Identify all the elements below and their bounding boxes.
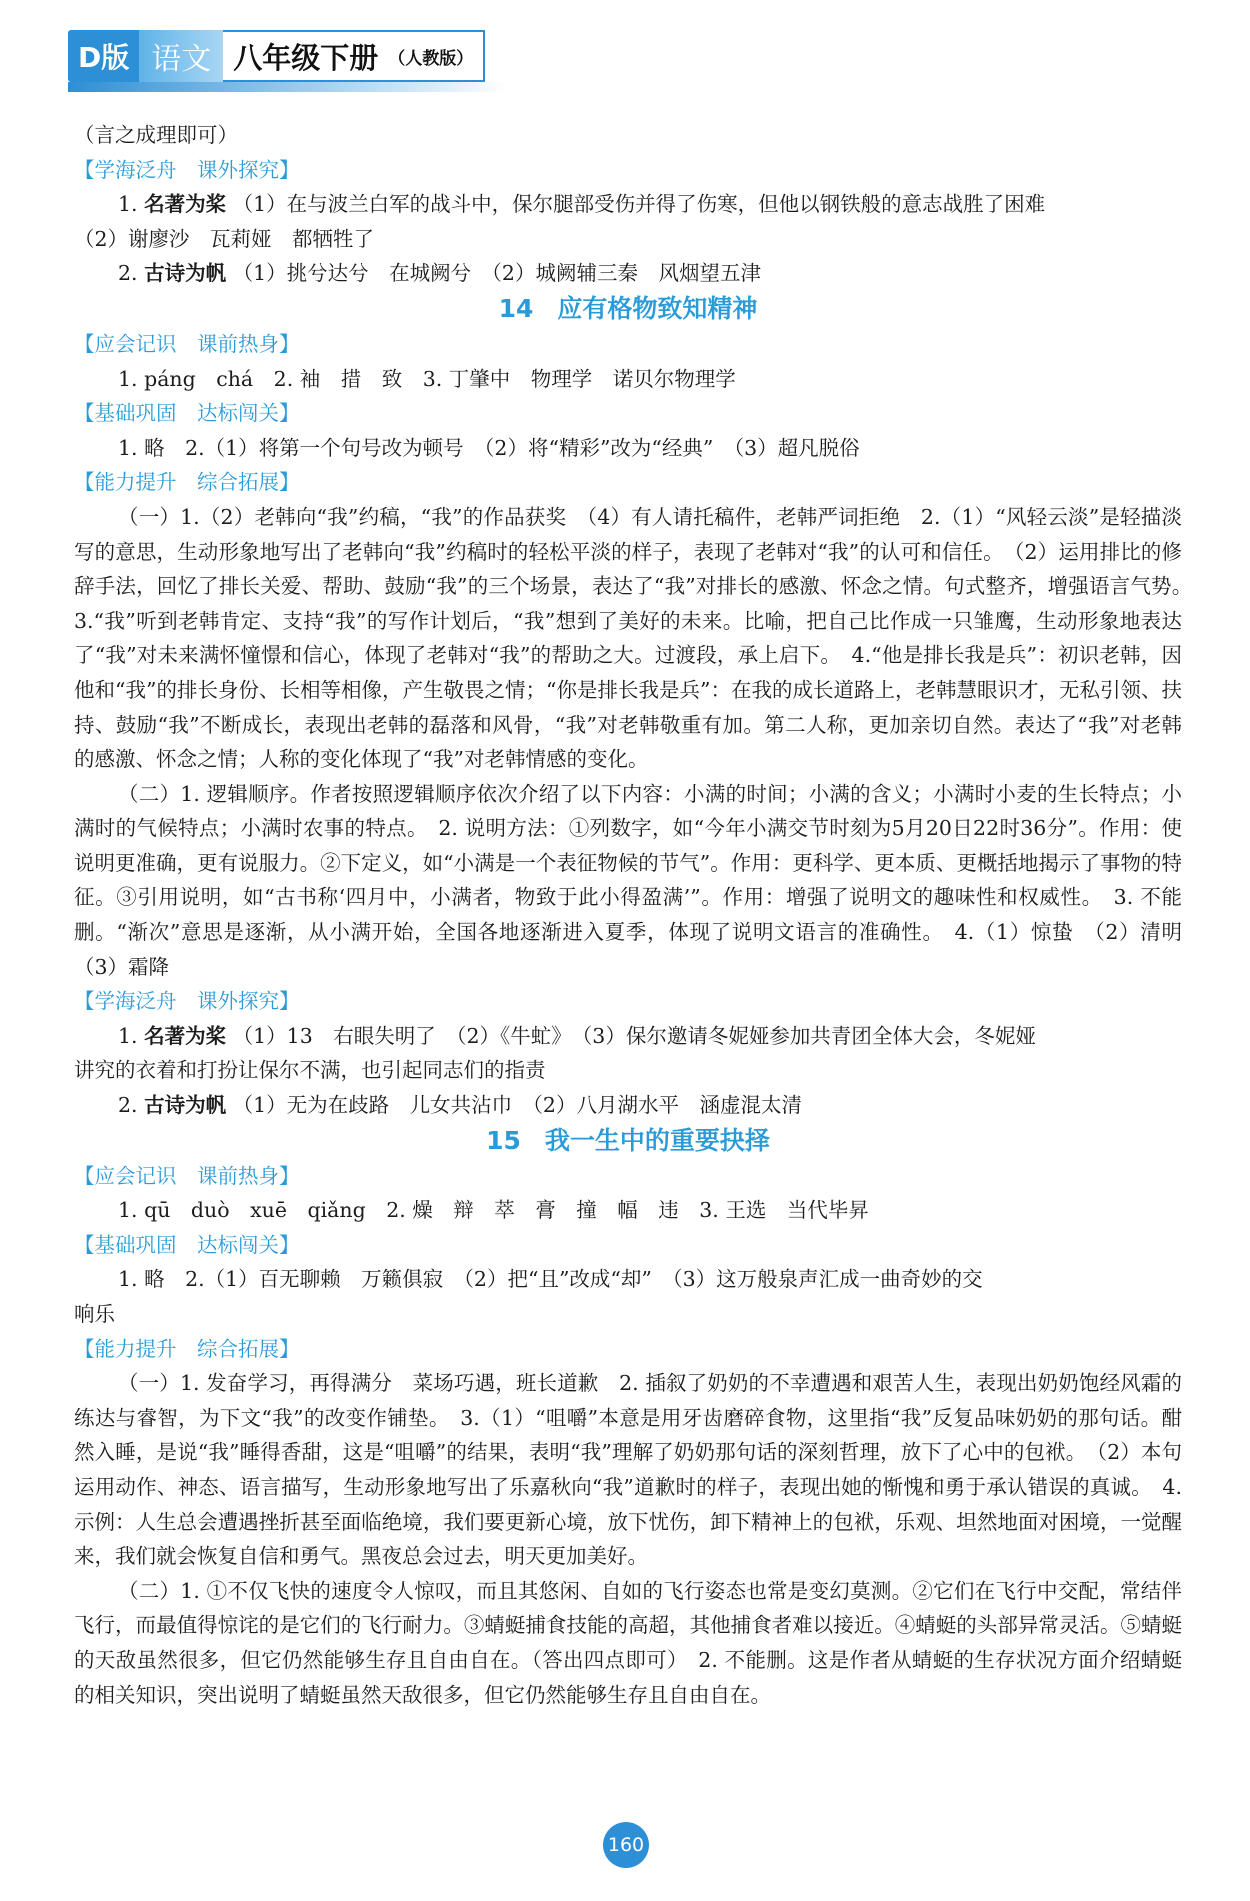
answer-line: 1. 略 2.（1）将第一个句号改为顿号 （2）将“精彩”改为“经典” （3）超凡脱俗 xyxy=(118,435,860,460)
section-heading: 【基础巩固 达标闯关】 xyxy=(74,1232,300,1257)
item-tag: 古诗为帆 xyxy=(144,261,227,286)
item-tag: 名著为桨 xyxy=(144,192,227,217)
page-number: 160 xyxy=(603,1822,649,1868)
item-tag: 古诗为帆 xyxy=(144,1093,227,1118)
item-num: 1. xyxy=(118,1023,138,1048)
lesson-name: 应有格物致知精神 xyxy=(557,293,758,323)
answer-line: 1. 略 2.（1）百无聊赖 万籁俱寂 （2）把“且”改成“却” （3）这万般泉声汇成一曲奇妙的交 xyxy=(118,1267,983,1292)
grade-text: 八年级下册 xyxy=(233,40,379,75)
header-underline xyxy=(68,82,508,92)
answer-paragraph: （二）1. 逻辑顺序。作者按照逻辑顺序依次介绍了以下内容：小满的时间；小满的含义；小满时小麦的生长特点；小满时的气候特点；小满时农事的特点。 2. 说明方法：①列数字，如“今年小满交节时刻为5月20日22时36分”。作用：使说明更准确，更有说服力。②下定义，如“小满是一个表征物候的节气”。作用：更科学、更本质、更概括地揭示了事物的特征。③引用说明，如“古书称‘四月中，小满者，物致于此小得盈满’”。作用：增强了说明文的趣味性和权威性。 3. 不能删。“渐次”意思是逐渐，从小满开始，全国各地逐渐进入夏季，体现了说明文语言的准确性。 4.（1）惊蛰 （2）清明 （3）霜降 xyxy=(74,781,1203,979)
section-heading: 【能力提升 综合拓展】 xyxy=(74,1336,300,1361)
item-line xyxy=(74,256,1182,291)
answer-paragraph: （一）1. 发奋学习，再得满分 菜场巧遇，班长道歉 2. 插叙了奶奶的不幸遭遇和艰苦人生，表现出奶奶饱经风霜的练达与睿智，为下文“我”的改变作铺垫。 3.（1）“咀嚼”本意是用牙齿磨碎食物，这里指“我”反复品味奶奶的那句话。酣然入睡，是说“我”睡得香甜，这是“咀嚼”的结果，表明“我”理解了奶奶那句话的深刻哲理，放下了心中的包袱。 （2）本句运用动作、神态、语言描写，生动形象地写出了乐嘉秋向“我”道歉时的样子，表现出她的惭愧和勇于承认错误的真诚。 4. 示例：人生总会遭遇挫折甚至面临绝境，我们要更新心境，放下忧伤，卸下精神上的包袱，乐观、坦然地面对困境，一觉醒来，我们就会恢复自信和勇气。黑夜总会过去，明天更加美好。 xyxy=(74,1371,1182,1569)
section-heading: 【应会记识 课前热身】 xyxy=(74,331,300,356)
item-num: 2. xyxy=(118,261,138,286)
edition-badge: D版 xyxy=(68,30,139,82)
section-heading: 【应会记识 课前热身】 xyxy=(74,1163,300,1188)
publisher-text: （人教版） xyxy=(388,48,474,69)
item-num: 2. xyxy=(118,1093,138,1118)
item-text: （1）在与波兰白军的战斗中，保尔腿部受伤并得了伤寒，但他以钢铁般的意志战胜了困难 xyxy=(232,192,1046,217)
item-continuation: 讲究的衣着和打扮让保尔不满，也引起同志们的指责 xyxy=(74,1058,546,1083)
answer-paragraph: （一）1.（2）老韩向“我”约稿，“我”的作品获奖 （4）有人请托稿件，老韩严词拒绝 2.（1）“风轻云淡”是轻描淡写的意思，生动形象地写出了老韩向“我”约稿时的轻松平淡的样子，表现了老韩对“我”的认可和信任。 （2）运用排比的修辞手法，回忆了排长关爱、帮助、鼓励“我”的三个场景，表达了“我”对排长的感激、怀念之情。句式整齐，增强语言气势。 3.“我”听到老韩肯定、支持“我”的写作计划后，“我”想到了美好的未来。比喻，把自己比作成一只雏鹰，生动形象地表达了“我”对未来满怀憧憬和信心，体现了老韩对“我”的帮助之大。过渡段，承上启下。 4.“他是排长我是兵”：初识老韩，因他和“我”的排长身份、长相等相像，产生敬畏之情；“你是排长我是兵”：在我的成长道路上，老韩慧眼识才，无私引领、扶持、鼓励“我”不断成长，表现出老韩的磊落和风骨，“我”对老韩敬重有加。第二人称，更加亲切自然。表达了“我”对老韩的感激、怀念之情；人称的变化体现了“我”对老韩情感的变化。 xyxy=(74,504,1203,772)
item-num: 1. xyxy=(118,192,138,217)
lesson-number: 15 xyxy=(486,1125,521,1155)
section-heading: 【能力提升 综合拓展】 xyxy=(74,470,300,495)
item-continuation: （2）谢廖沙 瓦莉娅 都牺牲了 xyxy=(74,226,375,251)
lesson-title xyxy=(74,291,1182,327)
item-line xyxy=(74,1088,1182,1123)
answer-line: 1. páng chá 2. 袖 措 致 3. 丁肇中 物理学 诺贝尔物理学 xyxy=(118,366,736,391)
note-line: （言之成理即可） xyxy=(74,123,238,147)
item-text: （1）13 右眼失明了 （2）《牛虻》 （3）保尔邀请冬妮娅参加共青团全体大会，冬妮娅 xyxy=(232,1023,1036,1048)
answer-paragraph: （二）1. ①不仅飞快的速度令人惊叹，而且其悠闲、自如的飞行姿态也常是变幻莫测。②它们在飞行中交配，常结伴飞行，而最值得惊诧的是它们的飞行耐力。③蜻蜓捕食技能的高超，其他捕食者难以接近。④蜻蜓的头部异常灵活。⑤蜻蜓的天敌虽然很多，但它仍然能够生存且自由自在。（答出四点即可） 2. 不能删。这是作者从蜻蜓的生存状况方面介绍蜻蜓的相关知识，突出说明了蜻蜓虽然天敌很多，但它仍然能够生存且自由自在。 xyxy=(74,1578,1182,1707)
answer-content xyxy=(74,118,1203,1712)
lesson-number: 14 xyxy=(498,293,534,323)
answer-continuation: 响乐 xyxy=(74,1302,115,1326)
lesson-name: 我一生中的重要抉择 xyxy=(544,1125,770,1155)
section-heading: 【基础巩固 达标闯关】 xyxy=(74,401,300,426)
item-text: （1）挑兮达兮 在城阙兮 （2）城阙辅三秦 风烟望五津 xyxy=(232,261,761,286)
section-heading: 【学海泛舟 课外探究】 xyxy=(74,989,300,1014)
item-line xyxy=(74,1019,1182,1054)
item-tag: 名著为桨 xyxy=(144,1023,227,1048)
answer-line: 1. qū duò xuē qiǎng 2. 燥 辩 萃 膏 撞 幅 违 3. 王选 当代毕昇 xyxy=(118,1198,869,1223)
lesson-title xyxy=(74,1123,1182,1159)
section-heading: 【学海泛舟 课外探究】 xyxy=(74,157,300,182)
item-line xyxy=(74,187,1182,222)
grade-label xyxy=(223,30,485,82)
page-header xyxy=(68,30,485,82)
subject-label: 语文 xyxy=(139,30,223,82)
item-text: （1）无为在歧路 儿女共沾巾 （2）八月湖水平 涵虚混太清 xyxy=(232,1093,802,1118)
